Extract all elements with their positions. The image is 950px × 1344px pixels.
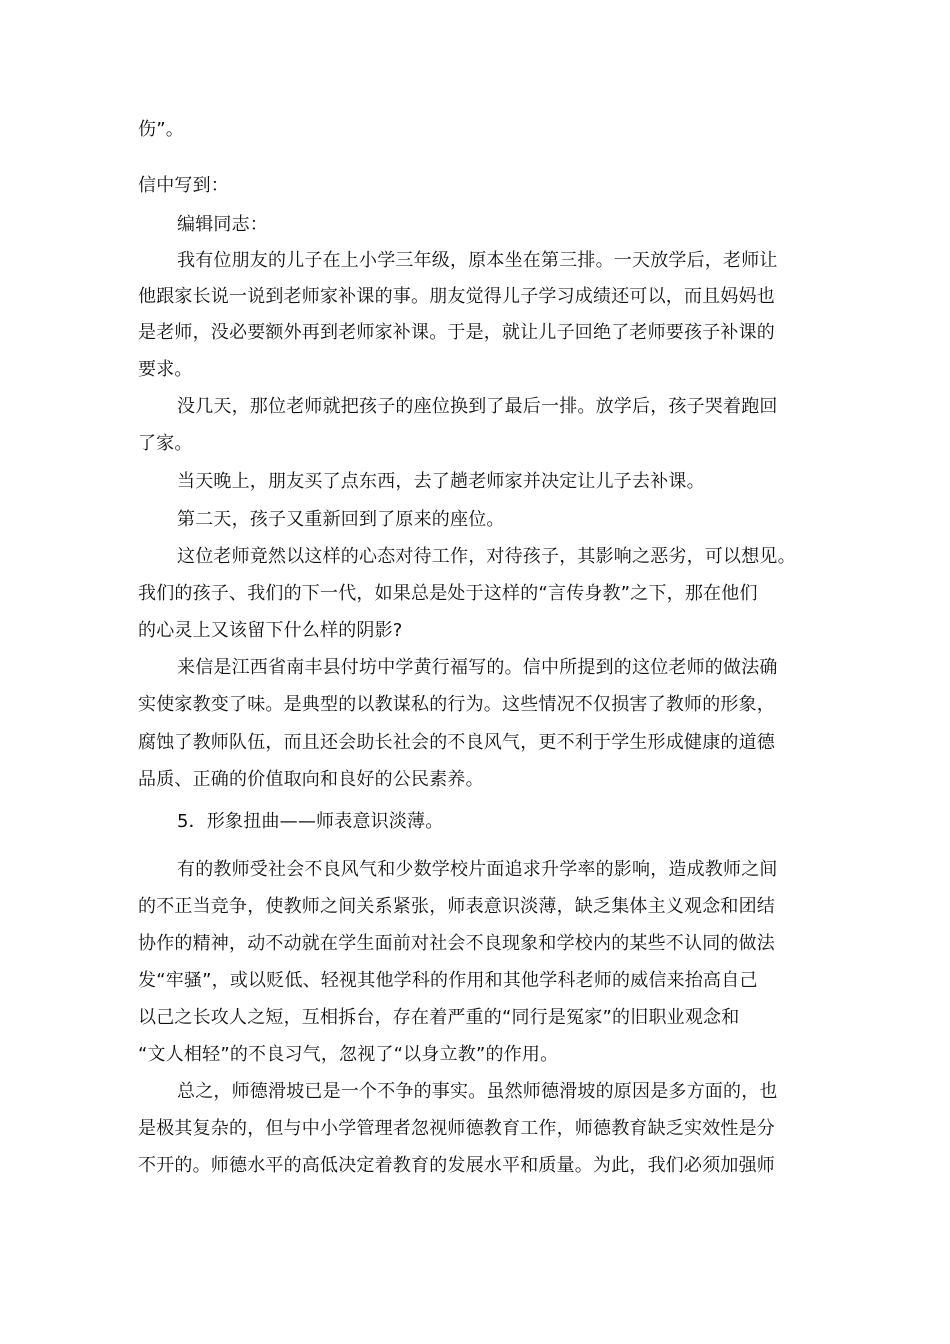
text-line: 品质、正确的价值取向和良好的公民素养。 bbox=[138, 769, 484, 790]
salutation: 编辑同志： bbox=[177, 214, 268, 235]
text-line: 腐蚀了教师队伍，而且还会助长社会的不良风气，更不利于学生形成健康的道德 bbox=[138, 732, 775, 753]
text-line: 他跟家长说一说到老师家补课的事。朋友觉得儿子学习成绩还可以，而且妈妈也 bbox=[138, 286, 775, 307]
text-line: 没几天，那位老师就把孩子的座位换到了最后一排。放学后，孩子哭着跑回 bbox=[177, 396, 778, 417]
text-line: 实使家教变了味。是典型的以教谋私的行为。这些情况不仅损害了教师的形象， bbox=[138, 694, 775, 715]
text-line: 的不正当竞争，使教师之间关系紧张，师表意识淡薄，缺乏集体主义观念和团结 bbox=[138, 896, 775, 917]
text-line: 来信是江西省南丰县付坊中学黄行福写的。信中所提到的这位老师的做法确 bbox=[177, 657, 778, 678]
text-line: 以己之长攻人之短，互相拆台，存在着严重的“同行是冤家”的旧职业观念和 bbox=[138, 1007, 740, 1028]
text-line: 我有位朋友的儿子在上小学三年级，原本坐在第三排。一天放学后，老师让 bbox=[177, 250, 778, 271]
text-line: 我们的孩子、我们的下一代，如果总是处于这样的“言传身教”之下，那在他们 bbox=[138, 583, 758, 604]
text-line: 的心灵上又该留下什么样的阴影? bbox=[138, 620, 403, 641]
text-line: 协作的精神，动不动就在学生面前对社会不良现象和学校内的某些不认同的做法 bbox=[138, 933, 775, 954]
text-line: “文人相轻”的不良习气，忽视了“以身立教”的作用。 bbox=[138, 1044, 559, 1065]
text-line: 总之，师德滑坡已是一个不争的事实。虽然师德滑坡的原因是多方面的，也 bbox=[177, 1081, 778, 1102]
text-line: 当天晚上，朋友买了点东西，去了趟老师家并决定让儿子去补课。 bbox=[177, 471, 705, 492]
text-line: 伤”。 bbox=[138, 119, 184, 140]
text-line: 第二天，孩子又重新回到了原来的座位。 bbox=[177, 509, 505, 530]
section-heading: 5．形象扭曲——师表意识淡薄。 bbox=[177, 811, 444, 832]
text-line: 这位老师竟然以这样的心态对待工作，对待孩子，其影响之恶劣，可以想见。 bbox=[177, 546, 796, 567]
text-line: 是极其复杂的，但与中小学管理者忽视师德教育工作，师德教育缺乏实效性是分 bbox=[138, 1118, 775, 1139]
text-line: 不开的。师德水平的高低决定着教育的发展水平和质量。为此，我们必须加强师 bbox=[138, 1155, 775, 1176]
text-line: 是老师，没必要额外再到老师家补课。于是，就让儿子回绝了老师要孩子补课的 bbox=[138, 322, 775, 343]
text-line: 有的教师受社会不良风气和少数学校片面追求升学率的影响，造成教师之间 bbox=[177, 859, 778, 880]
text-line: 发“牢骚”，或以贬低、轻视其他学科的作用和其他学科老师的威信来抬高自己 bbox=[138, 970, 758, 991]
text-line: 要求。 bbox=[138, 359, 193, 380]
text-line: 了家。 bbox=[138, 433, 193, 454]
text-line: 信中写到： bbox=[138, 175, 229, 196]
